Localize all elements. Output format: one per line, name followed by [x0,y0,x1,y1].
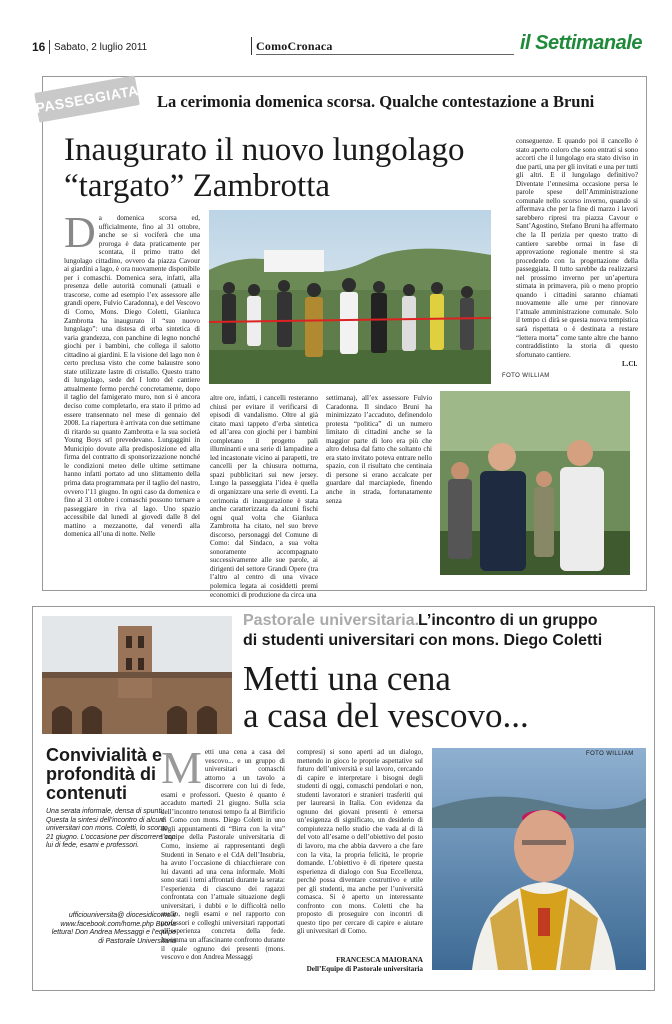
bishop-portrait-photo [432,748,646,970]
photo-credit: FOTO WILLIAM [586,751,634,757]
sidebar-title: Convivialità e profondità di contenuti [46,745,163,803]
speakers-photo [440,391,630,575]
bishop-residence-photo [42,616,232,734]
dropcap: D [64,208,96,257]
article-title [243,660,643,734]
inauguration-photo [209,210,491,384]
article-title [64,132,504,204]
article-signature [297,956,423,973]
sidebar-contacts: ufficiouniversita@ diocesidicomo.it www.facebook.com/home.php Buona lettura! Don Andrea Messaggi e l’equipe di Pastorale Universitaria [51,912,176,945]
article-column: settimana), all’ex assessore Fulvio Caradonna. Il sindaco Bruni ha minimizzato l’accaduto, definendolo protesta “politica” di un numero limitato di cittadini anche se la maggior parte di loro era più che altro delusa dal fatto che soltanto chi era stato invitato poteva entrare nello spazio, con il risultato che centinaia di persone si erano accalcate per guardare dal marciapiede, finendo anche in strada, fortunatamente senza [326,394,432,505]
header-divider [49,40,50,54]
photo-credit: FOTO WILLIAM [502,373,550,379]
issue-date: Sabato, 2 luglio 2011 [54,42,148,53]
header-divider [251,37,252,55]
signature-name: FRANCESCA MAIORANA [336,956,423,964]
newspaper-logo: il Settimanale [520,32,642,54]
sidebar-text: Una serata informale, densa di spunti. Questa la sintesi dell’incontro di alcuni universitari con mons. Coletti, lo scorso 21 giugno. L’occasione per discorrere con lui di fede, esami e professori. [46,808,176,850]
article-column [161,742,285,962]
article-column: conseguenze. E quando poi il cancello è stato aperto coloro che sono entrati si sono accorti che il lungolago era stato diviso in due parti, una per gli invitati e una per tutti gli altri. E il lungolago definitivo? Diventate l’ennesima occasione persa le parole spese dell’Amministrazione comunale nello scorso inverno, quando si affermava che per la fine di marzo i lavori sarebbero ripresi tra piazza Cavour e Sant’Agostino, Stefano Bruni ha affermato che la II perizia per questo tratto di cantiere sarebbe ormai in fase di approvazione regionale mentre si sta procedendo con la progettazione della passeggiata. Il tutto sarebbe da realizzarsi nel prossimo inverno per un’apertura stimata in primavera, più o meno proprio quando i cittadini saranno chiamati nuovamente alle urne per rinnovare l’attuale amministrazione comunale. Solo il tempo ci dirà se questa nuova tempistica sarà rispettata o è destinata a restare “lettera morta” come tante altre che hanno contraddistinto la storia di questo sfortunato cantiere. [516,137,638,359]
dropcap: M [161,742,202,793]
title-line: Inaugurato il nuovo lungolago [64,132,465,168]
page-number: 16 [32,40,46,54]
column-text: a domenica scorsa ed, ufficialmente, fino al 31 ottobre, anche se si vociferà che una proroga è data praticamente per scontata, il primo tratto del lungolago cittadino, ovvero da piazza Cavour ai giardini a lago, è ora nuovamente disponibile per i comaschi. Domenica sera, infatti, alla presenza delle autorità comunali (attuali e trascorse, come ad esempio l’ex assessore alle grandi opere, Fulvio Caradonna), e del Vescovo di Como, Mons. Diego Coletti, Gianluca Zambrotta ha inaugurato il “suo nuovo lungolago”: una distesa di erba sintetica di varia grandezza, con panchine di legno nonché giochi per i bambini, che collega il salotto cittadino ai giardini. E la visione del lago non è certo preclusa visto che come balaustre sono state utilizzate lastre di cristallo. Questo tratto di lungolago, sede del I lotto del cantiere attualmente fermo perché concretamente, dopo il taglio del famigerato muro, non si è ancora deciso come completarlo, era stato il primo ad essere transennato nel mese di gennaio del 2008. La riapertura è arrivata con due settimane di ritardo su quanto Zambrotta e la sua società Young Boys srl prevedevano. Lungaggini in Municipio dovute alla predisposizione ed alla firma del contratto di sponsorizzazione nonché le condizioni meteo delle ultime settimane hanno infatti portato ad uno slittamento della prima data programmata per il taglio del nastro, ovvero l’11 giugno. In ogni caso da domenica e fino al 31 ottobre i comaschi possono tornare a passeggiare in riva al lago. Uno spazio accessibile dal lunedì al giovedì dalle 8 del mattino a mezzanotte, dal venerdì alla domenica all’una di notte. Nelle [64,214,200,539]
article-column: altre ore, infatti, i cancelli resteranno chiusi per evitare il verificarsi di episodi di vandalismo. Oltre al già citato maxi tappeto d’erba sintetica ed all’area con giochi per i bambini completano il progetto pali illuminanti e una serie di lampadine a led incastonate vicino ai parapetti, tre cancelli per la chiusura notturna, spazi pubblicitari sui new jersey. Lungo la passeggiata l’idea è quella di organizzare una serie di eventi. La cerimonia di inaugurazione è stata anche caratterizzata da alcuni fischi ogni qual volta che Gianluca Zambrotta ha citato, nel suo breve discorso, personaggi del Comune di Como: dal Sindaco, a sua volta sonoramente accompagnato successivamente alle sue parole, ai dirigenti del settore Grandi Opere (tra l’altro al centro di una vivace polemica legata ai cosiddetti premi economici di produzione da circa una [210,394,318,599]
article-column: compresi) si sono aperti ad un dialogo, mettendo in gioco le proprie aspettative sul futuro dell’università e sul lavoro, cercando di capire e interpretare i bisogni degli studenti di oggi, comaschi pendolari e non, studenti lavoratori e stranieri trasferiti qui per laurearsi in Italia. Con evidenza da ognuno dei giovani presenti è emersa un’esigenza di significato, un desiderio di compiutezza nello studio che vada al di là del voto all’esame o dell’obiettivo del posto di lavoro, ma che abbia davvero a che fare con la vita, la propria felicità, le proprie domande. L’obiettivo è di ripetere questa esperienza di dialogo con Sua Eccellenza, perché possa diventare costruttivo e utile per gli studenti, ma anche per l’università comasca. Si è aperto un interessante confronto con mons. Coletti che ha proposto di proseguire con incontri di questo tipo per cercare di capire e aiutare gli universitari di Como. [297,748,423,936]
article-kicker: PASSEGGIATA [34,75,140,122]
title-line: a casa del vescovo... [243,696,529,735]
article-signature: L.Cl. [622,360,638,368]
header-rule [256,54,514,55]
building-photo-illustration [42,616,232,734]
column-text: etti una cena a casa del vescovo... e un gruppo di universitari comaschi attorno a un tavolo a discorrere con lui di fede, esami e professori. Questo è quanto è accaduto martedì 21 giugno. Sulla scia dell’incontro tenutosi tempo fa al Birrificio di Como con mons. Diego Coletti in uno degli appuntamenti di “Birra con la vita” l’equipe della Pastorale universitaria di Como, insieme ai rappresentanti degli Studenti in Senato e el CdA dell’Insubria, ha avuto l’occasione di chiacchierare con lui davanti ad una cena informale. Molti sono stati i temi affrontati durante la serata: l’esperienza di ciascuno dei ragazzi confrontata con l’attuale situazione degli universitari, i dubbi e le difficoltà nello studio, negli esami e nel rapporto con professori e colleghi universitari rapportati all’esperienza concreta della fede. Insomma un affascinante confronto durante il quale ognuno dei presenti (mons. vescovo e don Andrea Messaggi [161,748,285,962]
article-kicker: Pastorale universitaria. [243,612,420,629]
speakers-photo-illustration [440,391,630,575]
article-kicker: L’incontro di un gruppo [418,612,598,629]
crowd-photo-illustration [209,210,491,384]
article-kicker: di studenti universitari con mons. Diego Coletti [243,632,603,649]
title-line: Metti una cena [243,659,451,698]
section-name: ComoCronaca [256,39,333,53]
signature-role: Dell’Equipe di Pastorale universitaria [306,964,423,973]
portrait-illustration [432,748,646,970]
article-column [64,208,200,539]
title-line: “targato” Zambrotta [64,168,331,204]
article-subhead: La cerimonia domenica scorsa. Qualche contestazione a Bruni [157,92,595,111]
